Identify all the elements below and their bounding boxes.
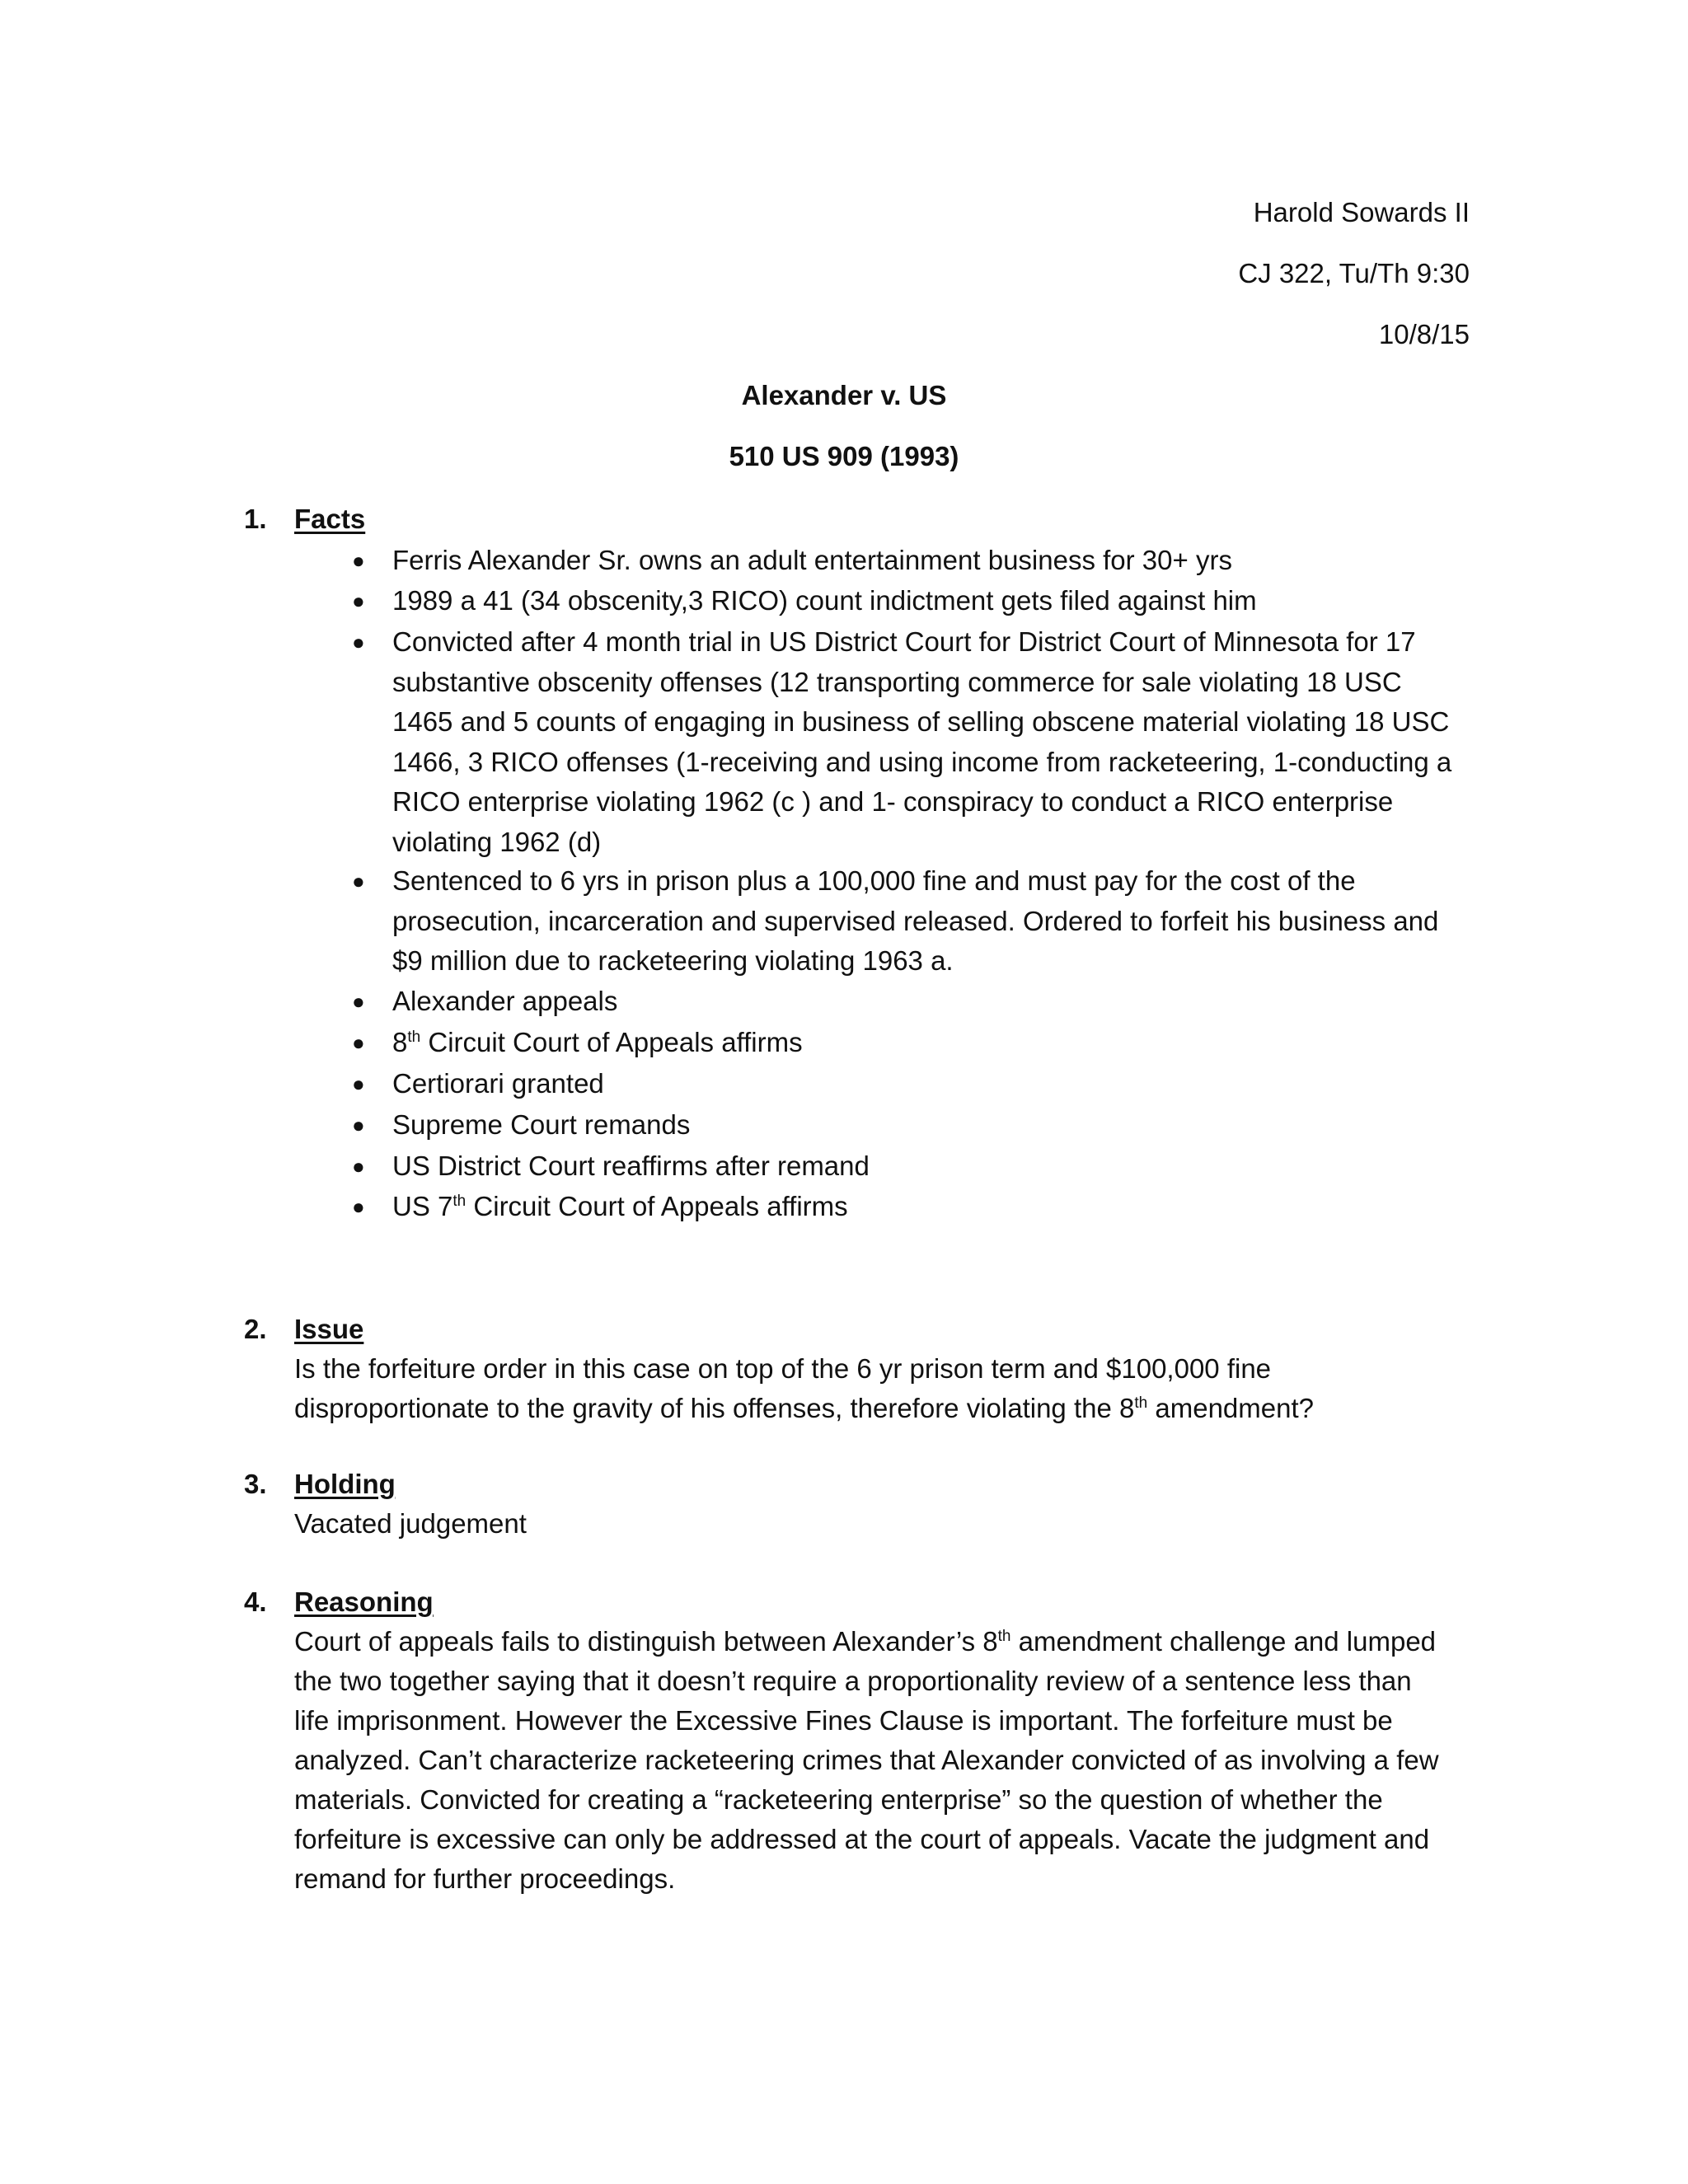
reasoning-text: Court of appeals fails to distinguish between Alexander’s 8th amendment challenge and lumped the two together saying that it doesn’t require a proportionality review of a sentence less than life imprisonment. However the Excessive Fines Clause is important. The forfeiture must be analyzed. Can’t characterize racketeering crimes that Alexander convicted of as involving a few materials. Convicted for creating a “racketeering enterprise” so the question of whether the forfeiture is excessive can only be addressed at the court of appeals. Vacate the judgment and remand for further proceedings. bbox=[294, 1626, 1439, 1894]
case-title: Alexander v. US bbox=[741, 380, 947, 410]
bullet-icon: ● bbox=[352, 1030, 365, 1055]
bullet-icon: ● bbox=[352, 1113, 365, 1137]
bullet-icon: ● bbox=[352, 869, 365, 893]
bullet-text: 8th Circuit Court of Appeals affirms bbox=[392, 1027, 803, 1057]
section-title-holding: Holding bbox=[294, 1469, 396, 1499]
section-title-reasoning: Reasoning bbox=[294, 1586, 434, 1617]
bullet-icon: ● bbox=[352, 989, 365, 1014]
bullet-text: Certiorari granted bbox=[392, 1068, 604, 1099]
section-number: 2. bbox=[244, 1314, 267, 1344]
bullet-text: US 7th Circuit Court of Appeals affirms bbox=[392, 1191, 848, 1221]
bullet-icon: ● bbox=[352, 1154, 365, 1179]
bullet-icon: ● bbox=[352, 1071, 365, 1096]
bullet-text: Alexander appeals bbox=[392, 986, 618, 1016]
course-info: CJ 322, Tu/Th 9:30 bbox=[1238, 258, 1470, 288]
bullet-icon: ● bbox=[352, 548, 365, 573]
bullet-text: Convicted after 4 month trial in US District Court for District Court of Minnesota for 17 substantive obscenity offenses (12 transporting commerce for sale violating 18 USC 1465 and 5 counts of engaging in business of selling obscene material violating 18 USC 1466, 3 RICO offenses (1-receiving and using income from racketeering, 1-conducting a RICO enterprise violating 1962 (c ) and 1- conspiracy to conduct a RICO enterprise violating 1962 (d) bbox=[392, 626, 1452, 857]
bullet-text: 1989 a 41 (34 obscenity,3 RICO) count indictment gets filed against him bbox=[392, 585, 1257, 616]
holding-text: Vacated judgement bbox=[294, 1508, 527, 1539]
section-number: 1. bbox=[244, 504, 267, 534]
document-date: 10/8/15 bbox=[1378, 319, 1470, 349]
bullet-text: Ferris Alexander Sr. owns an adult entertainment business for 30+ yrs bbox=[392, 545, 1232, 575]
bullet-text: Supreme Court remands bbox=[392, 1109, 691, 1140]
bullet-icon: ● bbox=[352, 588, 365, 613]
section-title-facts: Facts bbox=[294, 504, 366, 534]
bullet-icon: ● bbox=[352, 630, 365, 654]
section-number: 3. bbox=[244, 1469, 267, 1499]
section-number: 4. bbox=[244, 1586, 267, 1617]
section-title-issue: Issue bbox=[294, 1314, 364, 1344]
issue-text: Is the forfeiture order in this case on top of the 6 yr prison term and $100,000 fine disproportionate to the gravity of his offenses, therefore violating the 8th amendment? bbox=[294, 1353, 1314, 1423]
bullet-text: US District Court reaffirms after remand bbox=[392, 1151, 870, 1181]
author-name: Harold Sowards II bbox=[1253, 197, 1470, 227]
bullet-icon: ● bbox=[352, 1194, 365, 1219]
case-citation: 510 US 909 (1993) bbox=[729, 441, 959, 471]
bullet-text: Sentenced to 6 yrs in prison plus a 100,000 fine and must pay for the cost of the prosecution, incarceration and supervised released. Ordered to forfeit his business and $9 million due to racketeering violating 1963 a. bbox=[392, 865, 1439, 976]
